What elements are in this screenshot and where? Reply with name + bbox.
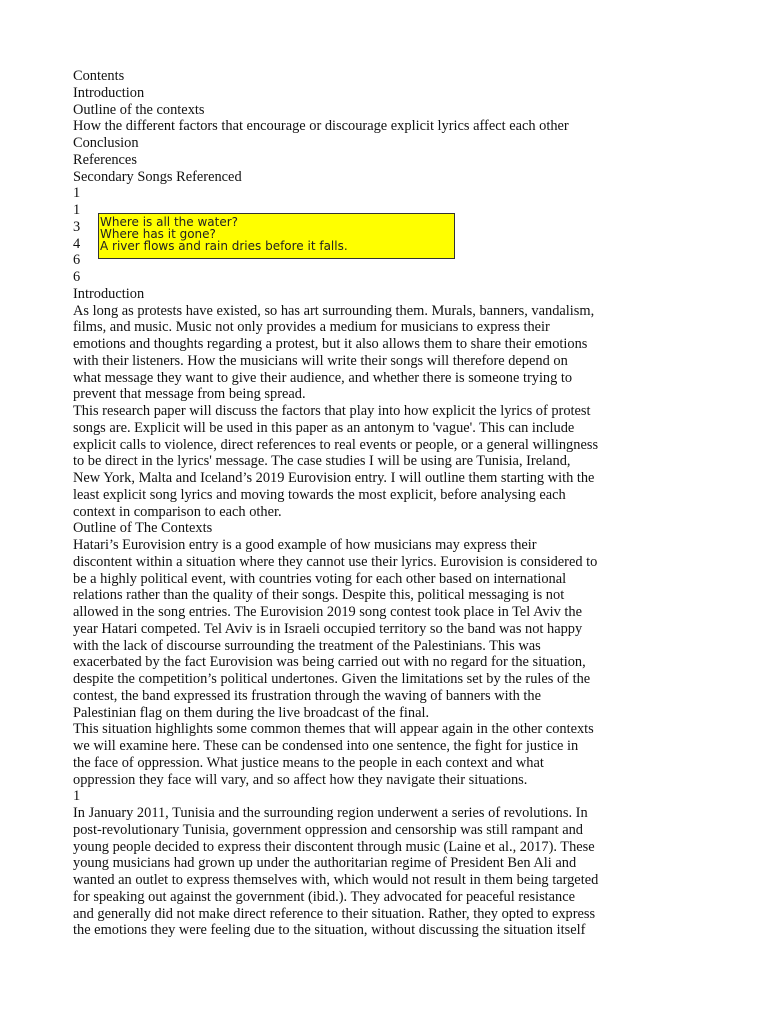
- text-line: In January 2011, Tunisia and the surrounding region underwent a series of revolutions. In: [73, 805, 588, 821]
- toc-page-number: 1: [73, 185, 81, 202]
- text-line: Palestinian flag on them during the live broadcast of the final.: [73, 704, 430, 721]
- text-line: relations rather than the quality of their songs. Despite this, political messaging is not: [73, 587, 565, 604]
- document-page: [73, 68, 653, 939]
- text-line: what message they want to give their audience, and whether there is someone trying to: [73, 369, 573, 386]
- text-line: context in comparison to each other.: [73, 503, 282, 520]
- paragraph: [73, 721, 653, 788]
- section-heading: Outline of The Contexts: [73, 520, 213, 537]
- text-line: allowed in the song entries. The Eurovision 2019 song contest took place in Tel Aviv the: [73, 604, 582, 620]
- text-line: the emotions they were feeling due to the situation, without discussing the situation itself: [73, 922, 586, 939]
- text-line: songs are. Explicit will be used in this paper as an antonym to 'vague'. This can include: [73, 419, 575, 436]
- callout-line: A river flows and rain dries before it falls.: [100, 239, 348, 253]
- text-line: year Hatari competed. Tel Aviv is in Israeli occupied territory so the band was not happy: [73, 620, 583, 637]
- text-line: with their listeners. How the musicians will write their songs will therefore depend on: [73, 352, 568, 369]
- toc-page-number: 6: [73, 252, 81, 269]
- text-line: prevent that message from being spread.: [73, 386, 306, 403]
- text-line: young musicians had grown up under the authoritarian regime of President Ben Ali and: [73, 855, 577, 872]
- toc-page-number: 3: [73, 218, 81, 235]
- text-line: oppression they face will vary, and so affect how they navigate their situations.: [73, 771, 528, 788]
- text-line: we will examine here. These can be condensed into one sentence, the fight for justice in: [73, 738, 579, 754]
- toc-item-references[interactable]: References: [73, 151, 137, 168]
- toc-page-number: 1: [73, 202, 81, 218]
- text-line: This research paper will discuss the factors that play into how explicit the lyrics of protest: [73, 403, 591, 419]
- toc-page-number: 4: [73, 235, 81, 252]
- callout-line: Where has it gone?: [100, 227, 216, 241]
- toc-title: Contents: [73, 68, 125, 84]
- text-line: the face of oppression. What justice means to the people in each context and what: [73, 754, 544, 771]
- text-line: despite the competition’s political undertones. Given the limitations set by the rules of the: [73, 671, 591, 687]
- text-line: be a highly political event, with countries voting for each other based on international: [73, 570, 567, 587]
- text-line: wanted an outlet to express themselves with, which would not result in them being targeted: [73, 872, 599, 888]
- text-line: explicit calls to violence, direct references to real events or people, or a general willingness: [73, 436, 599, 453]
- text-line: and generally did not make direct reference to their situation. Rather, they opted to express: [73, 905, 596, 922]
- introduction-section: [73, 286, 653, 521]
- toc-item-outline[interactable]: Outline of the contexts: [73, 101, 205, 118]
- text-line: exacerbated by the fact Eurovision was being carried out with no regard for the situation,: [73, 654, 586, 671]
- footnote-marker: 1: [73, 788, 81, 805]
- text-line: This situation highlights some common themes that will appear again in the other contexts: [73, 721, 594, 738]
- text-line: discontent within a situation where they cannot use their lyrics. Eurovision is considered to: [73, 553, 598, 570]
- text-line: Hatari’s Eurovision entry is a good example of how musicians may express their: [73, 537, 537, 553]
- toc-item-conclusion[interactable]: Conclusion: [73, 135, 139, 151]
- text-line: least explicit song lyrics and moving towards the most explicit, before analysing each: [73, 486, 566, 503]
- text-line: emotions and thoughts regarding a protest, but it also allows them to share their emotions: [73, 336, 588, 352]
- paragraph: [73, 537, 653, 721]
- outline-section: [73, 520, 653, 939]
- text-line: post-revolutionary Tunisia, government oppression and censorship was still rampant and: [73, 821, 583, 838]
- lyrics-callout-box: [98, 213, 455, 259]
- section-heading: Introduction: [73, 285, 145, 302]
- paragraph: [73, 403, 653, 520]
- text-line: young people decided to express their discontent through music (Laine et al., 2017). These: [73, 838, 595, 855]
- callout-line: Where is all the water?: [100, 215, 239, 229]
- toc-item-introduction[interactable]: Introduction: [73, 84, 145, 101]
- text-line: New York, Malta and Iceland’s 2019 Eurovision entry. I will outline them starting with the: [73, 470, 595, 486]
- toc-item-factors[interactable]: How the different factors that encourage or discourage explicit lyrics affect each other: [73, 118, 569, 135]
- toc-item-secondary-songs[interactable]: Secondary Songs Referenced: [73, 168, 242, 185]
- text-line: As long as protests have existed, so has art surrounding them. Murals, banners, vandalism,: [73, 302, 595, 319]
- text-line: contest, the band expressed its frustration through the waving of banners with the: [73, 687, 541, 704]
- paragraph: [73, 303, 653, 404]
- text-line: with the lack of discourse surrounding the treatment of the Palestinians. This was: [73, 637, 541, 654]
- text-line: to be direct in the lyrics' message. The case studies I will be using are Tunisia, Ireland,: [73, 453, 571, 470]
- toc-page-number: 6: [73, 269, 81, 285]
- text-line: for speaking out against the government (ibid.). They advocated for peaceful resistance: [73, 888, 576, 905]
- text-line: films, and music. Music not only provides a medium for musicians to express their: [73, 319, 550, 336]
- paragraph: [73, 805, 653, 939]
